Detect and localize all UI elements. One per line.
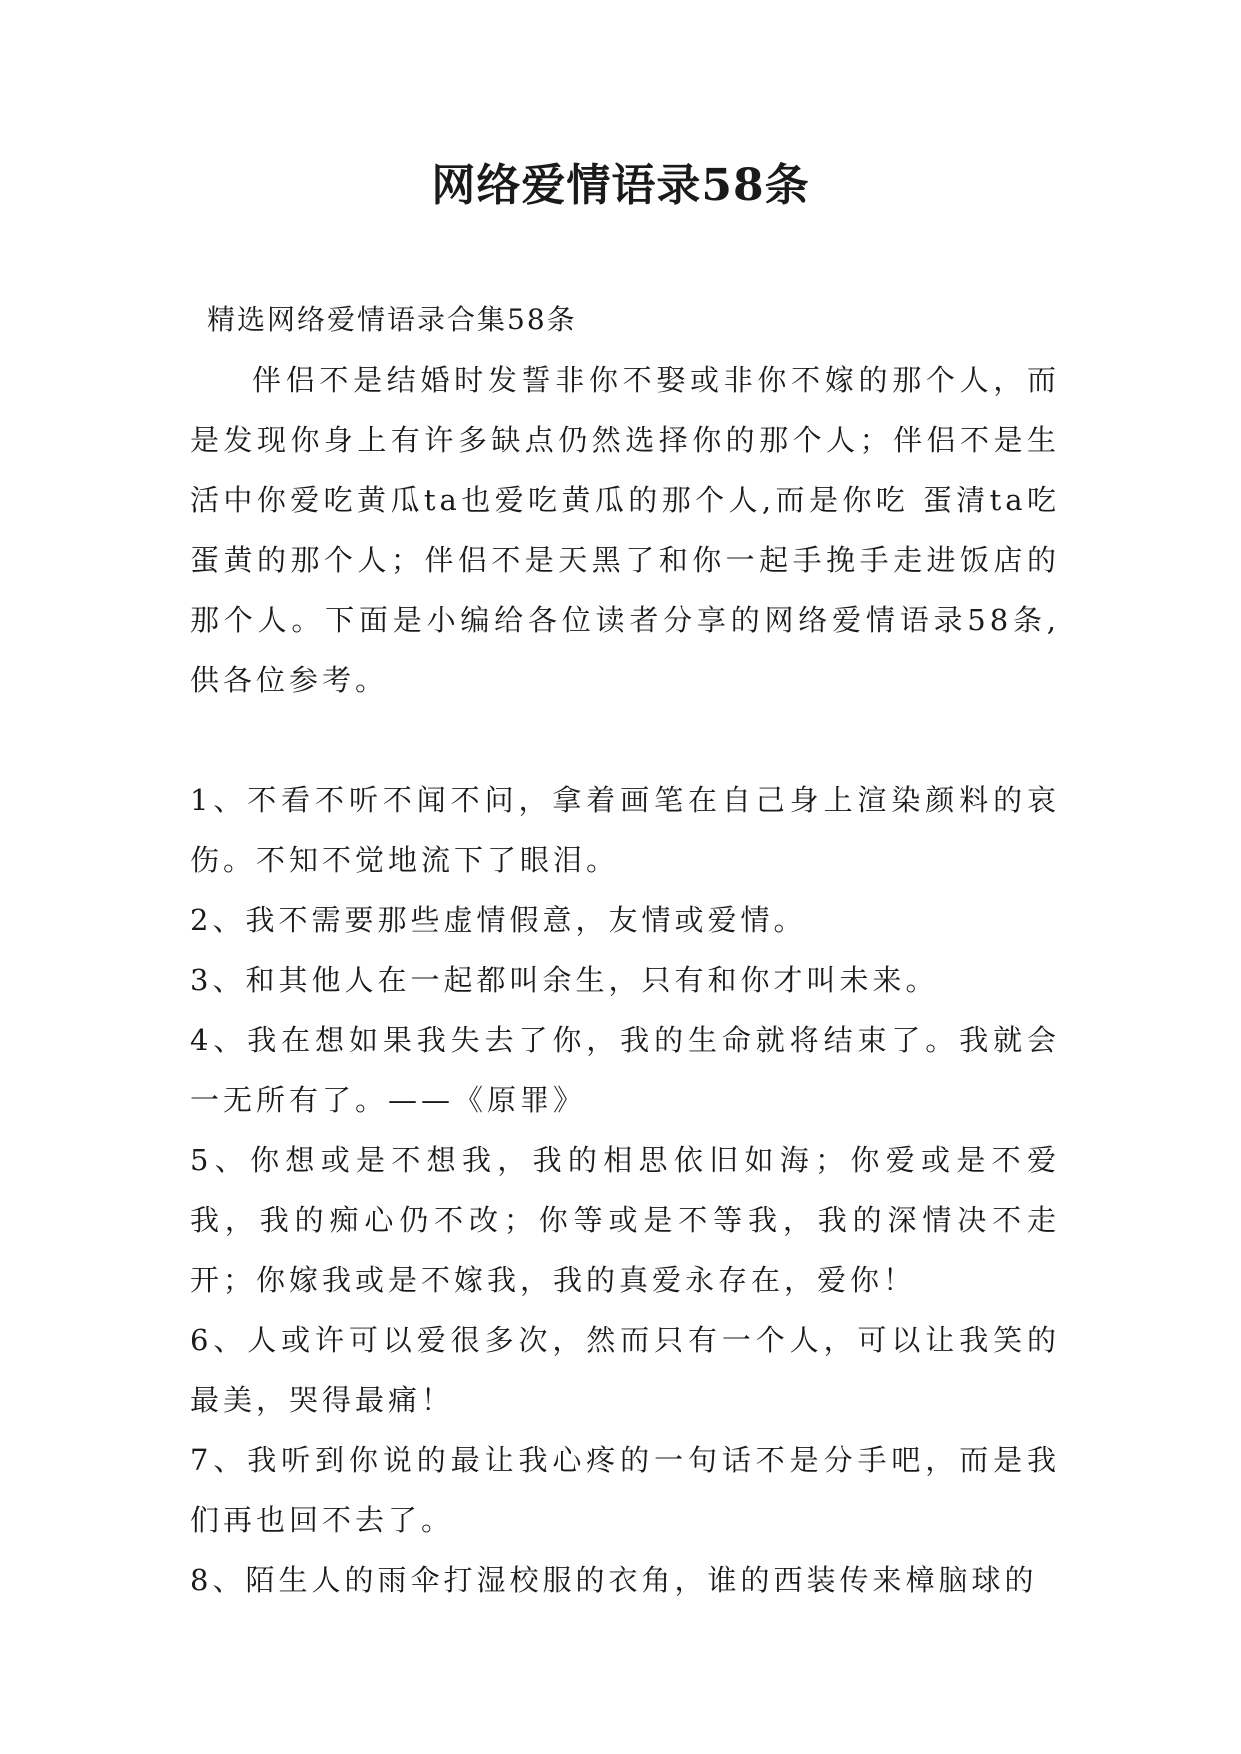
document-body: [190, 290, 1060, 1610]
quote-item-7: 7、我听到你说的最让我心疼的一句话不是分手吧，而是我们再也回不去了。: [190, 1443, 1060, 1537]
document-subtitle: 精选网络爱情语录合集58条: [207, 303, 577, 336]
quote-item-2: 2、我不需要那些虚情假意，友情或爱情。: [190, 903, 807, 937]
quote-item-1: 1、不看不听不闻不问，拿着画笔在自己身上渲染颜料的哀伤。不知不觉地流下了眼泪。: [190, 783, 1060, 877]
quote-item-3: 3、和其他人在一起都叫余生，只有和你才叫未来。: [190, 963, 939, 997]
document-title: 网络爱情语录58条: [431, 160, 810, 211]
quote-item-5: 5、你想或是不想我，我的相思依旧如海；你爱或是不爱我，我的痴心仍不改；你等或是不等我，我的深情决不走开；你嫁我或是不嫁我，我的真爱永存在，爱你！: [190, 1143, 1060, 1297]
intro-paragraph: 伴侣不是结婚时发誓非你不娶或非你不嫁的那个人，而是发现你身上有许多缺点仍然选择你的那个人；伴侣不是生活中你爱吃黄瓜ta也爱吃黄瓜的那个人,而是你吃 蛋清ta吃蛋黄的那个人；伴侣不是天黑了和你一起手挽手走进饭店的那个人。下面是小编给各位读者分享的网络爱情语录58条,供各位参考。: [190, 363, 1060, 697]
quote-item-6: 6、人或许可以爱很多次，然而只有一个人，可以让我笑的最美，哭得最痛！: [190, 1323, 1060, 1417]
quote-item-8: 8、陌生人的雨伞打湿校服的衣角，谁的西装传来樟脑球的: [190, 1563, 1038, 1597]
quote-item-4: 4、我在想如果我失去了你，我的生命就将结束了。我就会一无所有了。——《原罪》: [190, 1023, 1060, 1117]
paragraph-spacer: [190, 710, 1060, 770]
